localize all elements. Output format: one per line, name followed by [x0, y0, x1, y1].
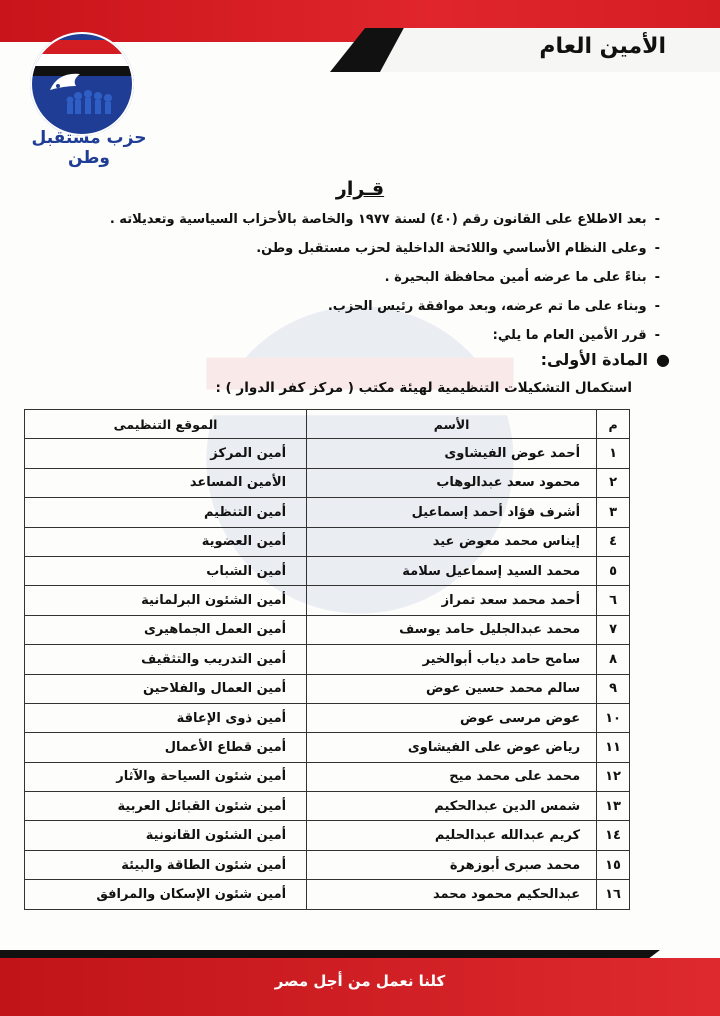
table-row: ١ أحمد عوض الفيشاوى أمين المركز [25, 439, 630, 468]
list-item: - قرر الأمين العام ما يلي: [492, 328, 660, 343]
list-item: - بناءً على ما عرضه أمين محافظة البحيرة . [384, 270, 660, 285]
article-intro: استكمال التشكيلات التنظيمية لهيئة مكتب ( مركز كفر الدوار ) : [215, 380, 632, 396]
table-row: ١١ رياض عوض على الفيشاوى أمين قطاع الأعمال [25, 733, 630, 762]
table-row: ١٢ محمد على محمد ميح أمين شئون السياحة والآثار [25, 762, 630, 791]
table-row: ١٠ عوض مرسى عوض أمين ذوى الإعاقة [25, 703, 630, 732]
footer-slogan: كلنا نعمل من أجل مصر [274, 972, 446, 990]
committee-table [24, 409, 630, 910]
column-header-num: م [597, 410, 630, 439]
party-logo-icon [28, 30, 136, 138]
column-header-name: الأسم [307, 410, 597, 439]
table-row: ١٣ شمس الدين عبدالحكيم أمين شئون القبائل العربية [25, 792, 630, 821]
decision-title: قـرار [335, 178, 385, 200]
table-row: ٩ سالم محمد حسين عوض أمين العمال والفلاحين [25, 674, 630, 703]
page-title: الأمين العام [539, 34, 666, 59]
bullet-icon: ● [656, 350, 670, 369]
table-row: ١٤ كريم عبدالله عبدالحليم أمين الشئون القانونية [25, 821, 630, 850]
article-heading: ● المادة الأولى: [540, 350, 670, 369]
column-header-role: الموقع التنظيمى [25, 410, 307, 439]
table-row: ٣ أشرف فؤاد أحمد إسماعيل أمين التنظيم [25, 498, 630, 527]
table-row: ٨ سامح حامد دياب أبوالخير أمين التدريب والتثقيف [25, 645, 630, 674]
table-header-row [25, 410, 630, 439]
table-row: ٧ محمد عبدالجليل حامد يوسف أمين العمل الجماهيرى [25, 615, 630, 644]
preamble-list [40, 212, 660, 357]
table-row: ١٦ عبدالحكيم محمود محمد أمين شئون الإسكان والمرافق [25, 880, 630, 909]
table-row: ٤ إيناس محمد معوض عيد أمين العضوية [25, 527, 630, 556]
party-name-logotype: حزب مستقبل وطن [31, 128, 147, 168]
table-row: ٢ محمود سعد عبدالوهاب الأمين المساعد [25, 468, 630, 497]
list-item: - بعد الاطلاع على القانون رقم (٤٠) لسنة ١٩٧٧ والخاصة بالأحزاب السياسية وتعديلاته . [109, 212, 660, 227]
list-item: - وبناء على ما تم عرضه، وبعد موافقة رئيس الحزب. [327, 299, 660, 314]
table-row: ٥ محمد السيد إسماعيل سلامة أمين الشباب [25, 556, 630, 585]
table-row: ٦ أحمد محمد سعد تمراز أمين الشئون البرلمانية [25, 586, 630, 615]
table-row: ١٥ محمد صبرى أبوزهرة أمين شئون الطاقة والبيئة [25, 850, 630, 879]
list-item: - وعلى النظام الأساسي واللائحة الداخلية لحزب مستقبل وطن. [256, 241, 660, 256]
